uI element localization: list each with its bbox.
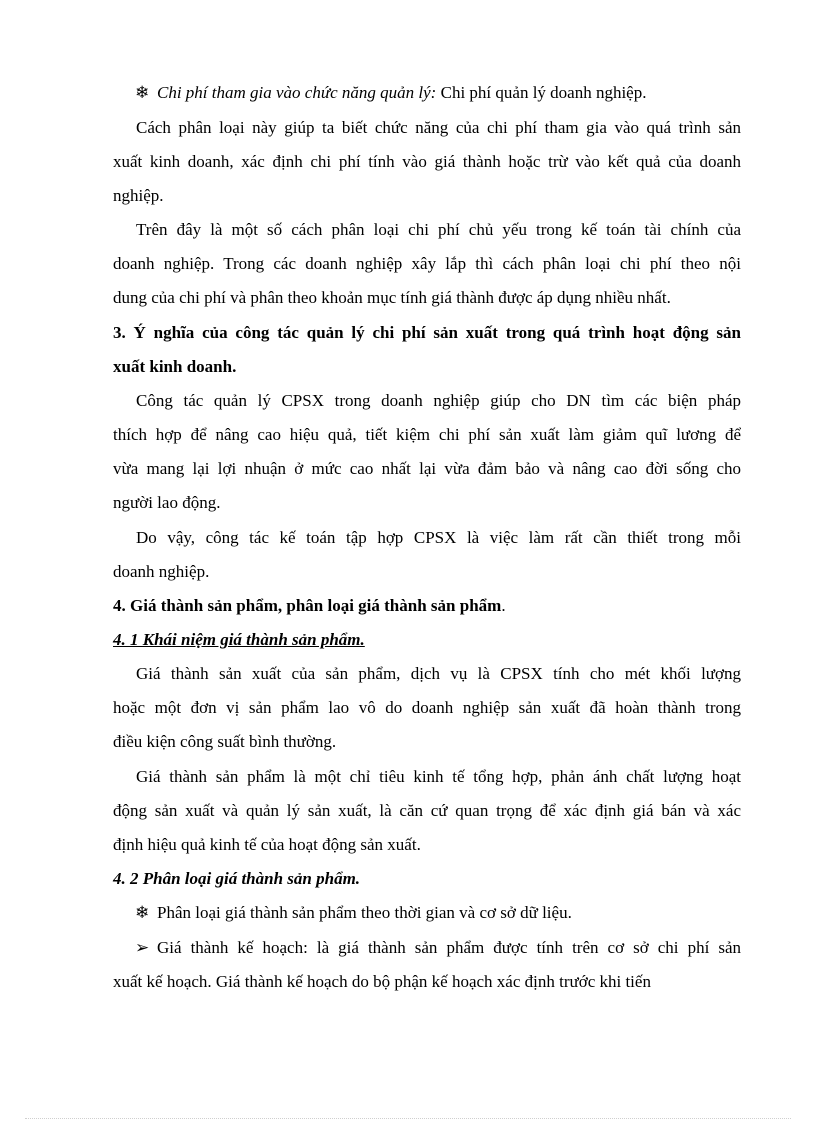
paragraph-line: thích hợp để nâng cao hiệu quả, tiết kiệm chi phí sản xuất làm giảm quĩ lương để [113,425,741,444]
snowflake-bullet-icon: ❄ [135,903,150,922]
paragraph-line: dung của chi phí và phân theo khoản mục tính giá thành được áp dụng nhiều nhất. [113,288,671,307]
bullet-line-classification [135,902,741,924]
paragraph-line: doanh nghiệp. Trong các doanh nghiệp xây lắp thì cách phân loại chi phí theo nội [113,254,741,273]
paragraph-line: động sản xuất và quản lý sản xuất, là căn cứ quan trọng để xác định giá bán và xác [113,801,741,820]
section-heading-3: 3. Ý nghĩa của công tác quản lý chi phí sản xuất trong quá trình hoạt động sản [113,323,741,342]
section-heading-4 [113,595,741,617]
paragraph-line: người lao động. [113,493,221,512]
paragraph-line: Cách phân loại này giúp ta biết chức năng của chi phí tham gia vào quá trình sản [136,118,741,137]
paragraph-line: nghiệp. [113,186,164,205]
paragraph-line: doanh nghiệp. [113,562,210,581]
page-bottom-divider [25,1118,791,1119]
paragraph-line: Giá thành sản xuất của sản phẩm, dịch vụ là CPSX tính cho mét khối lượng [136,664,741,683]
paragraph-line: xuất kế hoạch. Giá thành kế hoạch do bộ phận kế hoạch xác định trước khi tiến [113,972,651,991]
paragraph-line: vừa mang lại lợi nhuận ở mức cao nhất lại vừa đảm bảo và nâng cao đời sống cho [113,459,741,478]
heading-text: 4. Giá thành sản phẩm, phân loại giá thành sản phẩm [113,596,502,615]
paragraph-line: Công tác quản lý CPSX trong doanh nghiệp giúp cho DN tìm các biện pháp [136,391,741,410]
bullet-line-management-cost [135,82,741,104]
section-heading-3-cont: xuất kinh doanh. [113,357,237,376]
paragraph-line: Giá thành sản phẩm là một chỉ tiêu kinh tế tổng hợp, phản ánh chất lượng hoạt [136,767,741,786]
paragraph-line: xuất kinh doanh, xác định chi phí tính vào giá thành hoặc trừ vào kết quả của doanh [113,152,741,171]
paragraph-line: Do vậy, công tác kế toán tập hợp CPSX là việc làm rất cần thiết trong mỗi [136,528,741,547]
italic-lead: Chi phí tham gia vào chức năng quản lý: [157,83,437,102]
snowflake-bullet-icon: ❄ [135,83,150,102]
paragraph-line: Trên đây là một số cách phân loại chi phí chủ yếu trong kế toán tài chính của [136,220,741,239]
arrow-line-planned-cost [135,937,741,959]
line-text: Giá thành kế hoạch: là giá thành sản phẩm được tính trên cơ sở chi phí sản [157,938,741,957]
heading-period: . [501,596,506,615]
paragraph-line: điều kiện công suất bình thường. [113,732,337,751]
paragraph-line: hoặc một đơn vị sản phẩm lao vô do doanh nghiệp sản xuất đã hoàn thành trong [113,698,741,717]
line-text: Chi phí quản lý doanh nghiệp. [436,83,647,102]
subsection-heading-4-1: 4. 1 Khái niệm giá thành sản phẩm. [113,630,365,649]
line-text: Phân loại giá thành sản phẩm theo thời gian và cơ sở dữ liệu. [157,903,572,922]
subsection-heading-4-2: 4. 2 Phân loại giá thành sản phẩm. [113,869,361,888]
arrow-bullet-icon: ➢ [135,938,150,957]
paragraph-line: định hiệu quả kinh tế của hoạt động sản xuất. [113,835,421,854]
